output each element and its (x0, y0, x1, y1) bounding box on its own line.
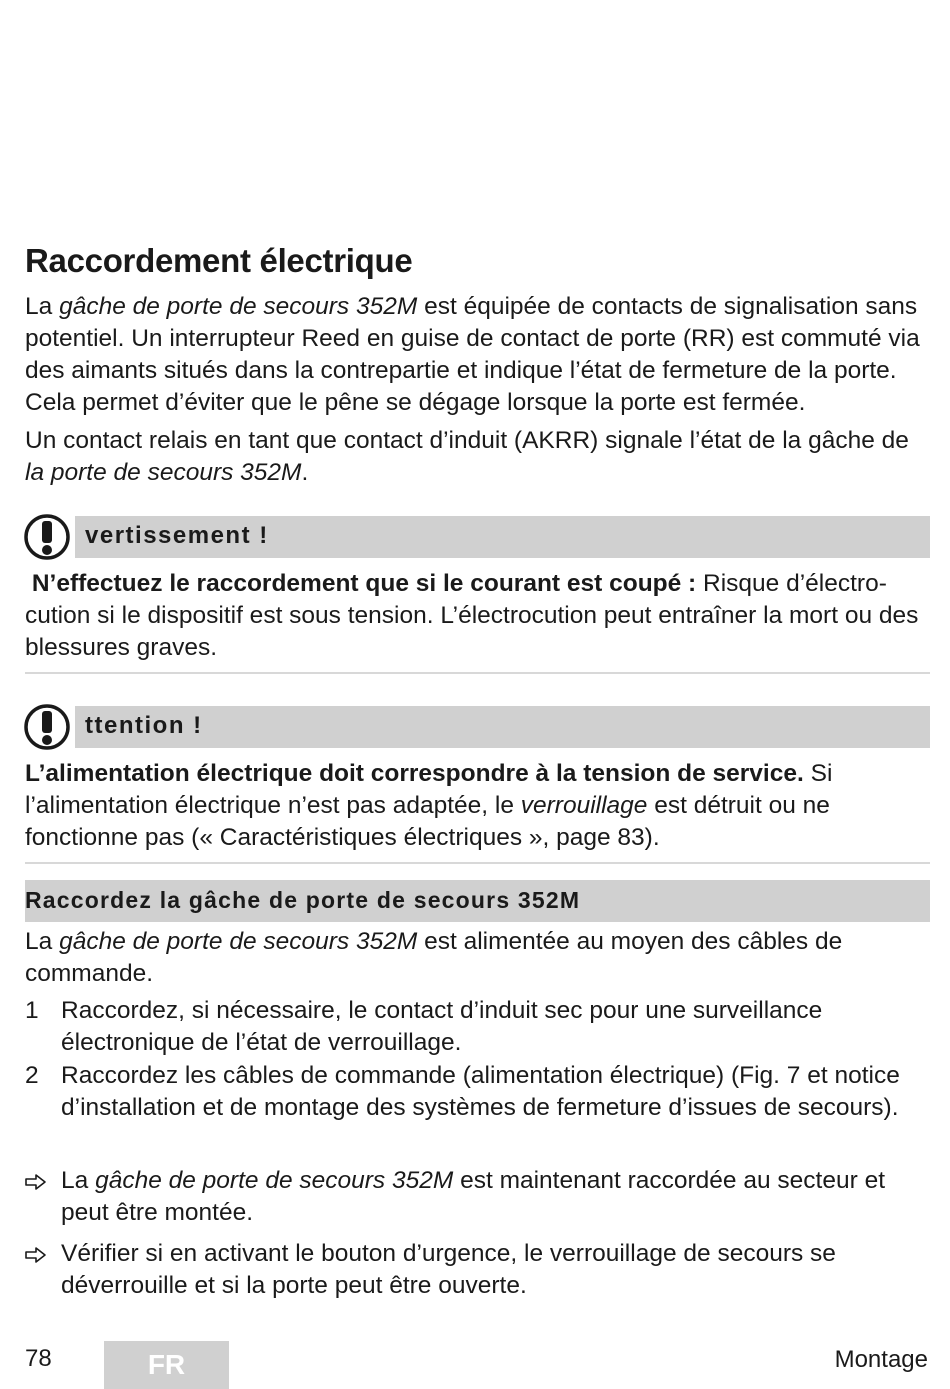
warning-title: vertissement ! (85, 522, 269, 549)
step-text: Raccordez les câbles de commande (alimentation électrique) (Fig. 7 et notice d’installation et de montage des systèmes de fermeture d’issues de secours). (61, 1062, 900, 1121)
divider (25, 672, 930, 674)
language-badge: FR (104, 1341, 229, 1389)
footer-section-name: Montage (834, 1346, 928, 1373)
caution-title: ttention ! (85, 712, 203, 739)
section-header (25, 880, 930, 922)
intro-paragraph-2: Un contact relais en tant que contact d’induit (AKRR) signale l’état de la gâche de la porte de secours 352M. (25, 427, 909, 486)
exclamation-circle-icon (23, 512, 71, 562)
result-text: La gâche de porte de secours 352M est maintenant raccordée au secteur et peut être montée. (61, 1167, 885, 1226)
caution-text: L’alimentation électrique doit correspondre à la tension de service. Si l’alimentation électrique n’est pas adaptée, le verrouillage est détruit ou ne fonctionne pas (« Caractéristiques électriques », page 83). (25, 760, 833, 851)
divider (25, 862, 930, 864)
step-number: 2 (25, 1062, 39, 1089)
arrow-right-icon (25, 1246, 47, 1264)
result-text: Vérifier si en activant le bouton d’urgence, le verrouillage de secours se déverrouille et si la porte peut être ouverte. (61, 1240, 836, 1299)
warning-header (25, 516, 930, 558)
section-paragraph: La gâche de porte de secours 352M est alimentée au moyen des câbles de commande. (25, 928, 843, 987)
section-title: Raccordez la gâche de porte de secours 352M (25, 887, 581, 913)
step-number: 1 (25, 997, 39, 1024)
page-number: 78 (25, 1345, 52, 1372)
arrow-right-icon (25, 1173, 47, 1191)
warning-text: N’effectuez le raccordement que si le courant est coupé : Risque d’électrocution si le dispositif est sous tension. L’électrocution peut entraîner la mort ou des blessures graves. (25, 570, 919, 661)
exclamation-circle-icon (23, 702, 71, 752)
caution-header (25, 706, 930, 748)
page-title: Raccordement électrique (25, 242, 413, 279)
intro-paragraph-1: La gâche de porte de secours 352M est équipée de contacts de signalisation sans potentiel. Un interrupteur Reed en guise de contact de porte (RR) est commuté via des aimants situés dans la contrepartie et indique l’état de fermeture de la porte. Cela permet d’éviter que le pêne se dégage lorsque la porte est fermée. (25, 293, 920, 416)
step-text: Raccordez, si nécessaire, le contact d’induit sec pour une surveillance électronique de l’état de verrouillage. (61, 997, 823, 1056)
